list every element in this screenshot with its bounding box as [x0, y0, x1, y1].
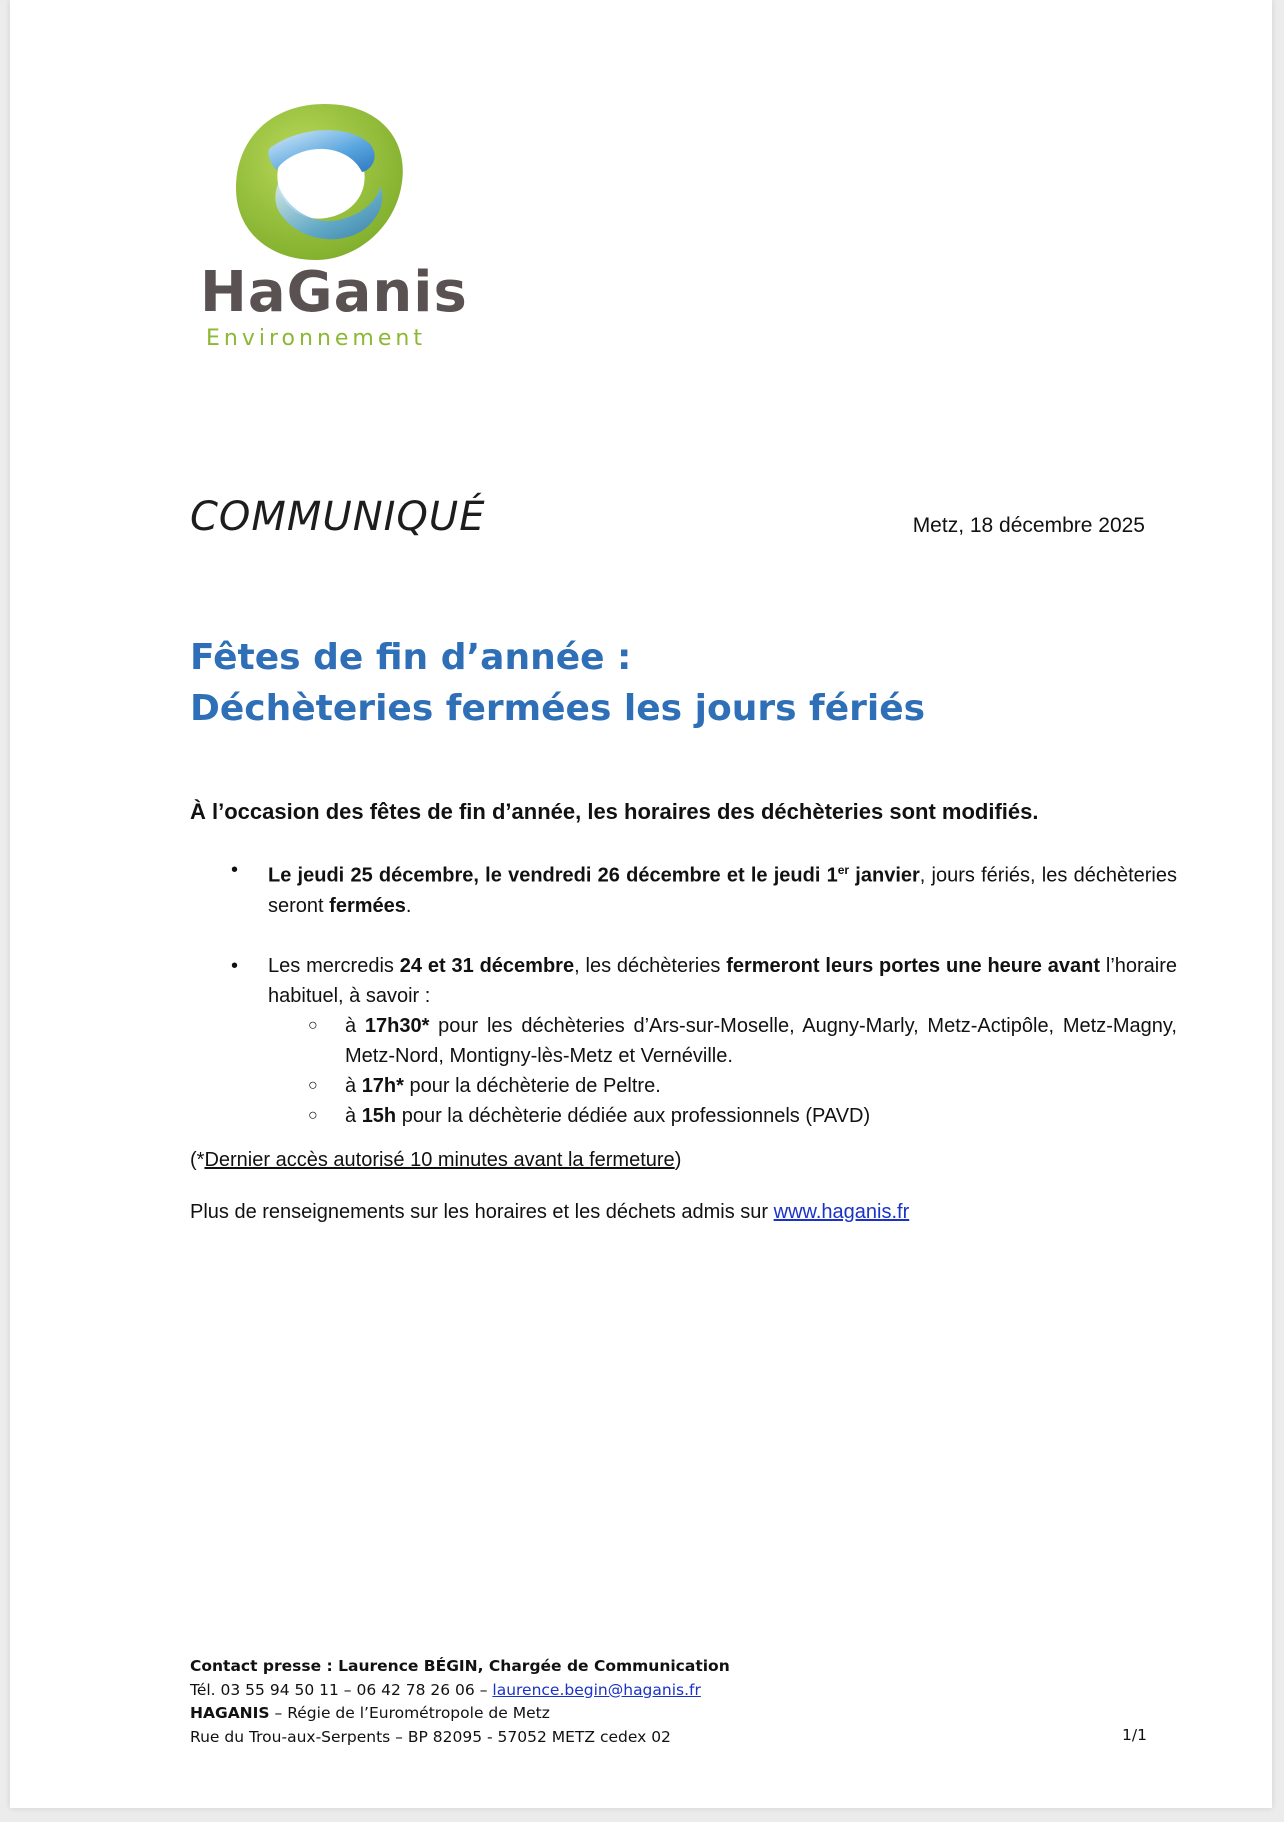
bullet-list: [190, 855, 1177, 1131]
bullet1-text-end: .: [405, 894, 412, 917]
sub2-pre: à: [345, 1074, 362, 1097]
bullet2-text-b: , les déchèteries: [574, 954, 727, 977]
sub1-bold: 17h30*: [364, 1014, 430, 1037]
bullet1-bold-end: fermées: [329, 894, 406, 917]
title-line-1: Fêtes de fin d’année :: [190, 637, 632, 678]
brand-subtitle: Environnement: [206, 326, 426, 351]
more-info: [190, 1197, 1177, 1227]
bullet2-bold-a: 24 et 31 décembre: [399, 954, 575, 977]
sub-list-item: [190, 1071, 1177, 1101]
bullet-dot-icon: •: [231, 859, 239, 881]
sub-list: [190, 1011, 1177, 1131]
sub1-pre: à: [345, 1014, 365, 1037]
page-number: 1/1: [1122, 1725, 1147, 1744]
more-text: Plus de renseignements sur les horaires et les déchets admis sur: [190, 1200, 774, 1223]
org-name: HAGANIS: [190, 1704, 270, 1722]
list-item: [190, 855, 1177, 921]
sub2-bold: 17h*: [361, 1074, 404, 1097]
sub-list-item: [190, 1011, 1177, 1071]
haganis-logo: [200, 100, 470, 365]
sub3-text: pour la déchèterie dédiée aux professionnels (PAVD): [396, 1104, 871, 1127]
document-type: COMMUNIQUÉ: [190, 494, 486, 540]
contact-phones: Tél. 03 55 94 50 11 – 06 42 78 26 06 –: [190, 1680, 493, 1699]
note-underlined: Dernier accès autorisé 10 minutes avant la fermeture: [204, 1148, 675, 1171]
note-open: (*: [190, 1148, 205, 1171]
footer: [190, 1655, 1147, 1749]
sub2-text: pour la déchèterie de Peltre.: [403, 1074, 661, 1097]
sub3-bold: 15h: [361, 1104, 397, 1127]
bullet1-sup: er: [837, 863, 850, 877]
document-page: [10, 0, 1272, 1808]
circle-bullet-icon: ○: [308, 1016, 318, 1034]
note-close: ): [674, 1148, 682, 1171]
contact-email-link[interactable]: laurence.begin@haganis.fr: [492, 1680, 701, 1699]
org-description: – Régie de l’Eurométropole de Metz: [269, 1704, 550, 1722]
document-body: [190, 797, 1177, 1227]
haganis-logo-mark: [230, 100, 410, 265]
bullet2-text-a: Les mercredis: [268, 954, 400, 977]
contact-label: Contact presse : Laurence BÉGIN, Chargée de Communication: [190, 1657, 730, 1675]
document-date: Metz, 18 décembre 2025: [912, 514, 1145, 537]
bullet2-bold-b: fermeront leurs portes une heure avant: [726, 954, 1101, 977]
title-line-2: Déchèteries fermées les jours fériés: [190, 688, 926, 729]
sub3-pre: à: [345, 1104, 362, 1127]
circle-bullet-icon: ○: [308, 1076, 318, 1094]
list-item: [190, 951, 1177, 1131]
website-link[interactable]: www.haganis.fr: [773, 1200, 910, 1223]
bullet2-text-c: l’horaire habituel, à savoir :: [268, 954, 1178, 1007]
page-title: [190, 632, 1190, 734]
footnote: [190, 1145, 1177, 1175]
address: Rue du Trou-aux-Serpents – BP 82095 - 57052 METZ cedex 02: [190, 1727, 671, 1746]
bullet-dot-icon: •: [231, 954, 239, 977]
circle-bullet-icon: ○: [308, 1106, 318, 1124]
sub-list-item: [190, 1101, 1177, 1131]
intro-paragraph: À l’occasion des fêtes de fin d’année, les horaires des déchèteries sont modifiés.: [190, 799, 1039, 824]
bullet1-text-a: , jours fériés, les déchèteries seront: [268, 864, 1177, 917]
sub1-text: pour les déchèteries d’Ars-sur-Moselle, Augny-Marly, Metz-Actipôle, Metz-Magny, Metz-Nord, Montigny-lès-Metz et Vernéville.: [345, 1014, 1177, 1067]
bullet1-bold-a: Le jeudi 25 décembre, le vendredi 26 décembre et le jeudi 1: [268, 864, 838, 887]
bullet1-bold-b: janvier: [849, 864, 920, 887]
brand-name: HaGanis: [200, 260, 468, 325]
